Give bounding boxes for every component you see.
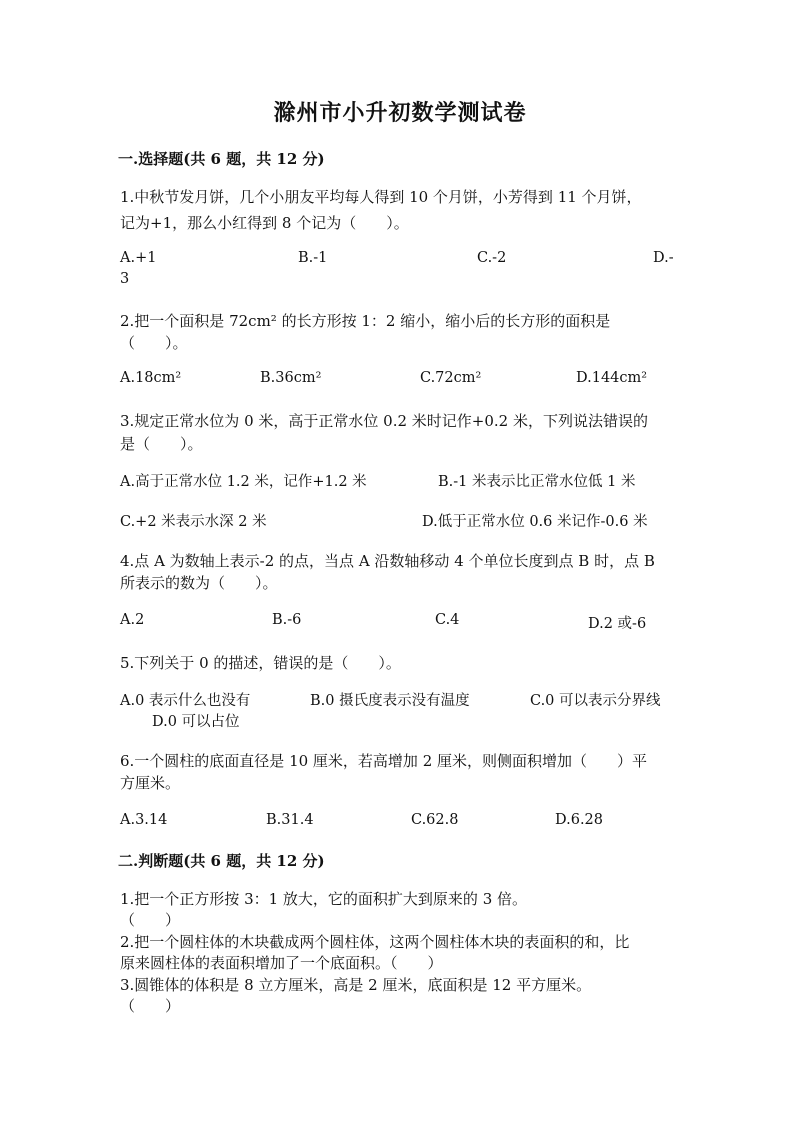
judge-1-line-1: 1.把一个正方形按 3：1 放大，它的面积扩大到原来的 3 倍。 bbox=[120, 890, 528, 908]
option-d: D.144cm² bbox=[576, 370, 648, 386]
question-2-line-1: 2.把一个面积是 72cm² 的长方形按 1：2 缩小，缩小后的长方形的面积是 bbox=[120, 312, 611, 330]
option-a: A.高于正常水位 1.2 米，记作+1.2 米 bbox=[120, 474, 367, 490]
option-c: C.+2 米表示水深 2 米 bbox=[120, 514, 267, 530]
question-4-line-2: 所表示的数为（ ）。 bbox=[120, 574, 278, 592]
option-d: D.- bbox=[653, 250, 674, 266]
section-heading-true-false: 二.判断题(共 6 题，共 12 分) bbox=[118, 852, 325, 870]
option-d-wrap: 3 bbox=[120, 271, 130, 287]
question-6-line-2: 方厘米。 bbox=[120, 774, 181, 792]
option-b: B.0 摄氏度表示没有温度 bbox=[310, 693, 470, 709]
judge-2-line-2: 原来圆柱体的表面积增加了一个底面积。（ ） bbox=[120, 954, 443, 972]
page-title: 滁州市小升初数学测试卷 bbox=[273, 100, 527, 126]
option-b: B.-6 bbox=[272, 612, 302, 628]
judge-3-line-2: （ ） bbox=[120, 997, 181, 1015]
question-3-options-row-1 bbox=[120, 470, 682, 496]
question-3-line-1: 3.规定正常水位为 0 米，高于正常水位 0.2 米时记作+0.2 米，下列说法错误的 bbox=[120, 412, 648, 430]
option-d: D.0 可以占位 bbox=[152, 714, 240, 730]
question-5-line-1: 5.下列关于 0 的描述，错误的是（ ）。 bbox=[120, 654, 401, 672]
question-4-line-1: 4.点 A 为数轴上表示-2 的点，当点 A 沿数轴移动 4 个单位长度到点 B 时，点 B bbox=[120, 552, 655, 570]
question-3-options-row-2 bbox=[120, 510, 682, 536]
option-a: A.3.14 bbox=[120, 812, 168, 828]
option-d: D.6.28 bbox=[555, 812, 604, 828]
judge-3-line-1: 3.圆锥体的体积是 8 立方厘米，高是 2 厘米，底面积是 12 平方厘米。 bbox=[120, 976, 592, 994]
section-heading-choice: 一.选择题(共 6 题，共 12 分) bbox=[118, 150, 325, 168]
question-6-line-1: 6.一个圆柱的底面直径是 10 厘米，若高增加 2 厘米，则侧面积增加（ ）平 bbox=[120, 752, 648, 770]
question-2-options bbox=[120, 370, 682, 396]
question-6-options bbox=[120, 812, 682, 838]
option-c: C.-2 bbox=[477, 250, 507, 266]
option-c: C.72cm² bbox=[420, 370, 482, 386]
judge-2-line-1: 2.把一个圆柱体的木块截成两个圆柱体，这两个圆柱体木块的表面积的和，比 bbox=[120, 933, 630, 951]
option-c: C.0 可以表示分界线 bbox=[530, 693, 661, 709]
option-a: A.18cm² bbox=[120, 370, 182, 386]
option-a: A.2 bbox=[120, 612, 145, 628]
question-5-options-row-2 bbox=[120, 710, 682, 736]
option-d: D.低于正常水位 0.6 米记作-0.6 米 bbox=[422, 514, 648, 530]
judge-1-line-2: （ ） bbox=[120, 911, 181, 929]
option-c: C.4 bbox=[435, 612, 460, 628]
question-1-options bbox=[120, 250, 682, 276]
question-1-line-2: 记为+1，那么小红得到 8 个记为（ ）。 bbox=[120, 214, 409, 232]
option-b: B.31.4 bbox=[266, 812, 314, 828]
option-b: B.36cm² bbox=[260, 370, 322, 386]
question-4-options bbox=[120, 612, 682, 638]
question-2-line-2: （ ）。 bbox=[120, 334, 188, 352]
option-d: D.2 或-6 bbox=[588, 616, 647, 632]
option-c: C.62.8 bbox=[411, 812, 459, 828]
option-a: A.0 表示什么也没有 bbox=[120, 693, 251, 709]
option-b: B.-1 bbox=[298, 250, 328, 266]
option-b: B.-1 米表示比正常水位低 1 米 bbox=[438, 474, 636, 490]
question-1-line-1: 1.中秋节发月饼，几个小朋友平均每人得到 10 个月饼，小芳得到 11 个月饼， bbox=[120, 188, 642, 206]
option-a: A.+1 bbox=[120, 250, 157, 266]
question-3-line-2: 是（ ）。 bbox=[120, 435, 203, 453]
